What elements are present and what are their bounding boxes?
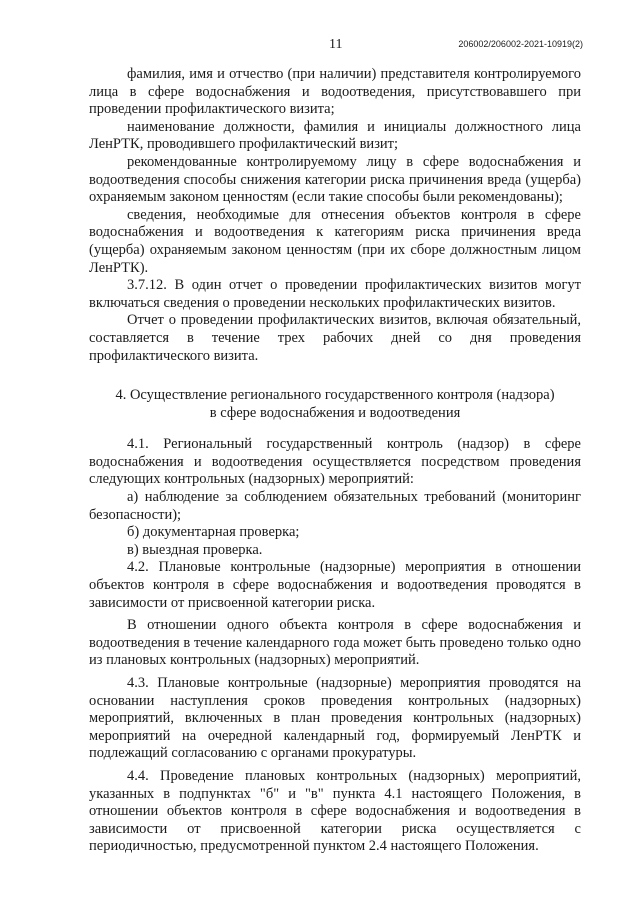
paragraph-official-position: наименование должности, фамилия и инициалы должностного лица ЛенРТК, проводившего профилактический визит; [89,118,581,153]
paragraph-representative-name: фамилия, имя и отчество (при наличии) представителя контролируемого лица в сфере водоснабжения и водоотведения, присутствовавшего при проведении профилактического визита; [89,66,581,118]
document-body [89,66,581,856]
paragraph-4-2: 4.2. Плановые контрольные (надзорные) мероприятия в отношении объектов контроля в сфере водоснабжения и водоотведения проводятся в зависимости от присвоенной категории риска. [89,559,581,611]
paragraph-recommended-methods: рекомендованные контролируемому лицу в сфере водоснабжения и водоотведения способы снижения категории риска причинения вреда (ущерба) охраняемым законом ценностям (если такие способы были рекомендованы); [89,153,581,206]
paragraph-one-object: В отношении одного объекта контроля в сфере водоснабжения и водоотведения в течение календарного года может быть проведено только одно из плановых контрольных (надзорных) мероприятий. [89,617,581,669]
paragraph-report-deadline: Отчет о проведении профилактических визитов, включая обязательный, составляется в течение трех рабочих дней со дня проведения профилактического визита. [89,312,581,364]
list-item-v: в) выездная проверка. [127,541,263,558]
paragraph-3-7-12: 3.7.12. В один отчет о проведении профилактических визитов могут включаться сведения о проведении нескольких профилактических визитов. [89,277,581,311]
paragraph-risk-information: сведения, необходимые для отнесения объектов контроля в сфере водоснабжения и водоотведения к категориям риска причинения вреда (ущерба) охраняемым законом ценностям (при их сборе должностным лицом ЛенРТК). [89,206,581,276]
section-heading-line-1: 4. Осуществление регионального государственного контроля (надзора) [115,387,555,404]
paragraph-4-4: 4.4. Проведение плановых контрольных (надзорных) мероприятий, указанных в подпунктах "б" и "в" пункта 4.1 настоящего Положения, в отношении объектов контроля в сфере водоснабжения и водоотведения в зависимости от присвоенной категории риска осуществляется с периодичностью, предусмотренной пунктом 2.4 настоящего Положения. [89,767,581,855]
paragraph-4-3: 4.3. Плановые контрольные (надзорные) мероприятия проводятся на основании наступления сроков проведения контрольных (надзорных) мероприятий, включенных в план проведения контрольных (надзорных) мероприятий на очередной календарный год, формируемый ЛенРТК и подлежащий согласованию с органами прокуратуры. [89,675,581,762]
paragraph-4-1: 4.1. Региональный государственный контроль (надзор) в сфере водоснабжения и водоотведения осуществляется посредством проведения следующих контрольных (надзорных) мероприятий: [89,436,581,488]
list-item-b: б) документарная проверка; [127,524,300,541]
page-number: 11 [329,37,343,52]
section-heading [89,387,581,422]
section-heading-line-2: в сфере водоснабжения и водоотведения [209,404,461,421]
document-id: 206002/206002-2021-10919(2) [458,39,583,49]
list-item-a: а) наблюдение за соблюдением обязательных требований (мониторинг безопасности); [89,489,581,523]
